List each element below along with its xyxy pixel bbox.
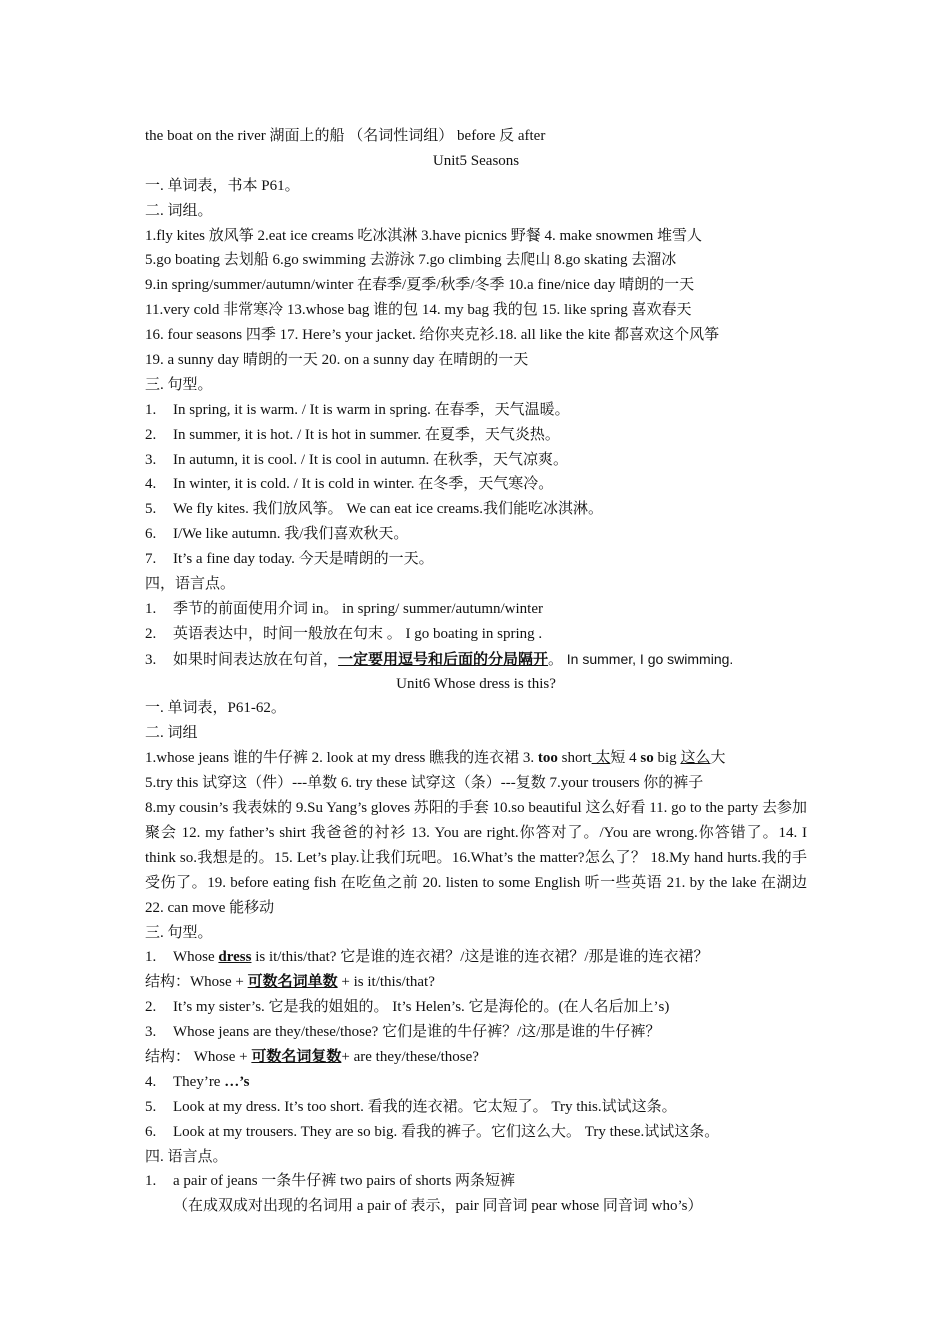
underlined-word: 太: [591, 750, 611, 767]
unit5-section-sentences: 三. 句型。: [145, 376, 213, 393]
phrase-text: 大: [710, 750, 726, 767]
grammar-text: 如果时间表达放在句首，: [173, 651, 339, 668]
intro-line: the boat on the river 湖面上的船 （名词性词组） before 反 after: [145, 128, 546, 144]
sentence-text: is it/this/that? 它是谁的连衣裙？/这是谁的连衣裙？/那是谁的连衣裙？: [251, 949, 709, 966]
emphasis-text: dress: [218, 949, 252, 966]
structure-text: + is it/this/that?: [337, 974, 435, 991]
phrase-text: big: [653, 750, 681, 767]
list-number: 1.: [145, 1173, 157, 1190]
unit6-phrase-paragraph: 8.my cousin’s 我表妹的 9.Su Yang’s gloves 苏阳的手套 10.so beautiful 这么好看 11. go to the party 去参加聚会 12. my father’s shirt 我爸爸的衬衫 13. You are right.你答对了。/You are wrong.你答错了。14. I think so.我想是的。15. Let’s play.让我们玩吧。16.What’s the matter?怎么了？ 18.My hand hurts.我的手受伤了。19. before eating fish 在吃鱼之前 20. listen to some English 听一些英语 21. by the lake 在湖边 22. can move 能移动: [145, 800, 807, 916]
unit5-sentence: [145, 547, 807, 572]
sentence-text: In summer, it is hot. / It is hot in summer. 在夏季，天气炎热。: [173, 426, 560, 443]
unit6-section-sentences: 三. 句型。: [145, 924, 213, 941]
bold-word: so: [640, 750, 654, 767]
unit5-sentence: [145, 522, 807, 547]
unit5-grammar-point: [145, 647, 807, 672]
unit6-section-phrases: 二. 词组: [145, 725, 198, 742]
grammar-text: 。: [548, 651, 564, 668]
sentence-text: It’s a fine day today. 今天是晴朗的一天。: [173, 551, 434, 568]
sentence-text: In winter, it is cold. / It is cold in winter. 在冬季，天气寒冷。: [173, 476, 554, 493]
unit5-section-grammar: 四，语言点。: [145, 576, 236, 593]
list-number: 6.: [145, 526, 157, 543]
emphasis-text: 一定要用逗号和后面的分局隔开: [338, 651, 549, 668]
unit6-sentence: [145, 1070, 807, 1095]
grammar-text: 季节的前面使用介词 in。 in spring/ summer/autumn/winter: [173, 600, 543, 617]
unit5-title: Unit5 Seasons: [432, 152, 520, 169]
sentence-text: I/We like autumn. 我/我们喜欢秋天。: [173, 526, 409, 543]
sentence-text: Look at my trousers. They are so big. 看我的裤子。它们这么大。 Try these.试试这条。: [173, 1123, 720, 1140]
unit6-phrase-line: 5.try this 试穿这（件）---单数 6. try these 试穿这（条）---复数 7.your trousers 你的裤子: [145, 775, 704, 792]
grammar-text: 英语表达中，时间一般放在句末 。 I go boating in spring .: [173, 625, 543, 642]
unit6-structure: [145, 1045, 807, 1070]
unit5-sentence: [145, 497, 807, 522]
unit6-grammar-note: （在成双成对出现的名词用 a pair of 表示，pair 同音词 pear whose 同音词 who’s）: [173, 1198, 703, 1215]
unit5-phrase-line: 5.go boating 去划船 6.go swimming 去游泳 7.go climbing 去爬山 8.go skating 去溜冰: [145, 252, 677, 269]
unit5-sentence: [145, 472, 807, 497]
list-number: 2.: [145, 625, 157, 642]
sentence-text: Look at my dress. It’s too short. 看我的连衣裙。它太短了。 Try this.试试这条。: [173, 1098, 677, 1115]
unit5-grammar-point: [145, 597, 807, 622]
bold-word: …’s: [224, 1073, 250, 1090]
unit6-sentence: [145, 1095, 807, 1120]
phrase-text: 1.whose jeans 谁的牛仔裤 2. look at my dress 瞧我的连衣裙 3.: [145, 750, 538, 767]
unit6-sentence: [145, 995, 807, 1020]
unit5-phrase-line: 16. four seasons 四季 17. Here’s your jacket. 给你夹克衫.18. all like the kite 都喜欢这个风筝: [145, 327, 720, 344]
list-number: 1.: [145, 401, 157, 418]
unit6-sentence: [145, 1120, 807, 1145]
list-number: 5.: [145, 501, 157, 518]
sentence-text: In spring, it is warm. / It is warm in spring. 在春季，天气温暖。: [173, 401, 570, 418]
list-number: 5.: [145, 1098, 157, 1115]
list-number: 4.: [145, 1073, 157, 1090]
unit6-grammar-point: [145, 1169, 807, 1194]
list-number: 1.: [145, 949, 157, 966]
example-text: In summer, I go swimming.: [566, 650, 734, 667]
unit6-section-vocab: 一. 单词表，P61-62。: [145, 700, 286, 717]
grammar-text: a pair of jeans 一条牛仔裤 two pairs of shorts 两条短裤: [173, 1173, 516, 1190]
sentence-text: In autumn, it is cool. / It is cool in autumn. 在秋季，天气凉爽。: [173, 451, 568, 468]
list-number: 3.: [145, 451, 157, 468]
underlined-word: 这么: [680, 750, 711, 767]
structure-text: 结构：Whose +: [145, 974, 248, 991]
unit6-section-grammar: 四. 语言点。: [145, 1148, 228, 1165]
list-number: 4.: [145, 476, 157, 493]
list-number: 6.: [145, 1123, 157, 1140]
unit5-sentence: [145, 398, 807, 423]
unit6-phrase-line: [145, 746, 807, 771]
phrase-text: 短 4: [610, 750, 641, 767]
bold-word: too: [537, 750, 558, 767]
list-number: 3.: [145, 1024, 157, 1041]
unit5-grammar-point: [145, 622, 807, 647]
list-number: 1.: [145, 600, 157, 617]
unit6-structure: [145, 970, 807, 995]
list-number: 2.: [145, 426, 157, 443]
emphasis-text: 可数名词复数: [251, 1049, 342, 1066]
unit5-phrase-line: 19. a sunny day 晴朗的一天 20. on a sunny day 在晴朗的一天: [145, 352, 529, 369]
structure-text: + are they/these/those?: [341, 1049, 479, 1066]
document-page: [145, 124, 807, 1219]
phrase-text: short: [557, 750, 592, 767]
unit5-phrase-line: 11.very cold 非常寒冷 13.whose bag 谁的包 14. my bag 我的包 15. like spring 喜欢春天: [145, 302, 692, 319]
unit5-section-phrases: 二. 词组。: [145, 202, 213, 219]
structure-text: 结构： Whose +: [145, 1049, 252, 1066]
unit5-phrase-line: 1.fly kites 放风筝 2.eat ice creams 吃冰淇淋 3.have picnics 野餐 4. make snowmen 堆雪人: [145, 227, 702, 244]
list-number: 7.: [145, 551, 157, 568]
unit5-phrase-line: 9.in spring/summer/autumn/winter 在春季/夏季/秋季/冬季 10.a fine/nice day 晴朗的一天: [145, 277, 695, 294]
unit5-sentence: [145, 423, 807, 448]
sentence-text: It’s my sister’s. 它是我的姐姐的。 It’s Helen’s. 它是海伦的。(在人名后加上’s): [173, 999, 670, 1016]
unit6-title: Unit6 Whose dress is this?: [396, 675, 556, 692]
unit5-sentence: [145, 448, 807, 473]
sentence-text: Whose: [173, 949, 219, 966]
unit6-sentence: [145, 1020, 807, 1045]
sentence-text: We fly kites. 我们放风筝。 We can eat ice creams.我们能吃冰淇淋。: [173, 501, 603, 518]
sentence-text: Whose jeans are they/these/those? 它们是谁的牛仔裤？/这/那是谁的牛仔裤？: [173, 1024, 661, 1041]
emphasis-text: 可数名词单数: [247, 974, 338, 991]
unit5-section-vocab: 一. 单词表，书本 P61。: [145, 177, 300, 194]
list-number: 3.: [145, 651, 157, 668]
unit6-sentence: [145, 945, 807, 970]
list-number: 2.: [145, 999, 157, 1016]
sentence-text: They’re: [173, 1073, 225, 1090]
